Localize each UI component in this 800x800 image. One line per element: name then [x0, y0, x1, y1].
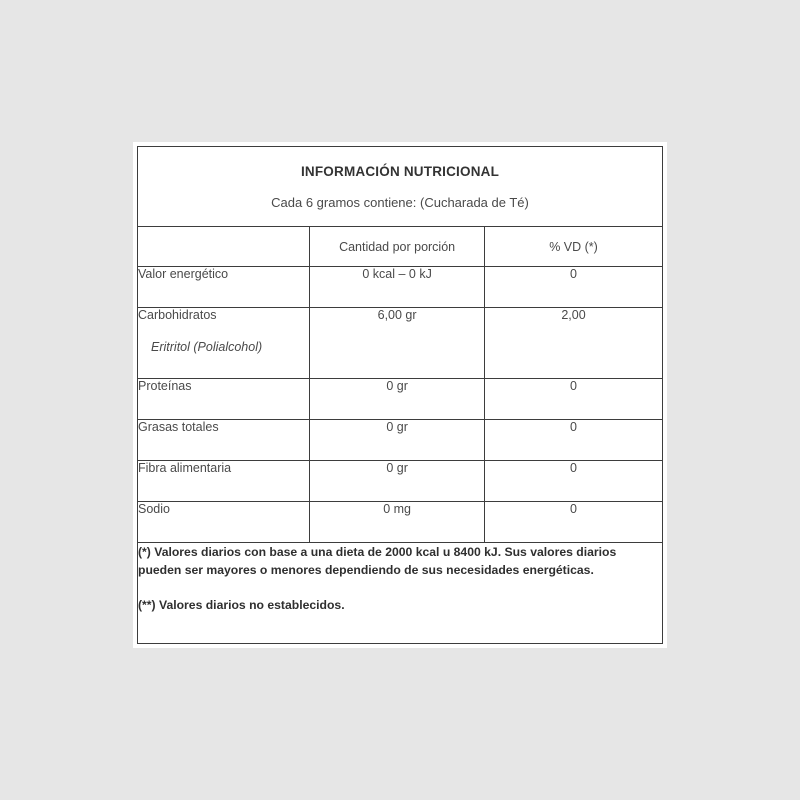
nutrient-daily-value: 0 — [485, 461, 663, 502]
nutrient-daily-value: 0 — [485, 502, 663, 543]
nutrient-label: Grasas totales — [138, 420, 310, 461]
nutrient-daily-value: 0 — [485, 267, 663, 308]
column-header-amount: Cantidad por porción — [310, 227, 485, 267]
nutrient-label: Sodio — [138, 502, 310, 543]
table-row — [138, 461, 663, 502]
nutrition-label-panel — [133, 142, 667, 648]
nutrient-label — [138, 308, 310, 379]
table-row — [138, 502, 663, 543]
nutrient-amount: 0 gr — [310, 420, 485, 461]
nutrient-daily-value: 2,00 — [485, 308, 663, 379]
nutrient-amount: 0 mg — [310, 502, 485, 543]
column-header-nutrient — [138, 227, 310, 267]
table-row — [138, 420, 663, 461]
nutrient-label-text: Carbohidratos — [138, 308, 217, 322]
footnote-daily-values: (*) Valores diarios con base a una dieta de 2000 kcal u 8400 kJ. Sus valores diarios pueden ser mayores o menores dependiendo de sus necesidades energéticas. — [138, 545, 617, 578]
label-header-band — [138, 147, 663, 227]
nutrient-label: Valor energético — [138, 267, 310, 308]
table-row — [138, 308, 663, 379]
table-column-header-row — [138, 227, 663, 267]
footnote-not-established: (**) Valores diarios no establecidos. — [138, 597, 345, 612]
nutrient-amount: 0 gr — [310, 461, 485, 502]
serving-size-text: Cada 6 gramos contiene: (Cucharada de Té) — [271, 194, 529, 210]
nutrient-label: Fibra alimentaria — [138, 461, 310, 502]
table-footnotes-row — [138, 543, 663, 644]
table-header-band-row — [138, 147, 663, 227]
column-header-daily-value: % VD (*) — [485, 227, 663, 267]
footnotes-container — [138, 543, 663, 644]
nutrient-label: Proteínas — [138, 379, 310, 420]
table-row — [138, 379, 663, 420]
nutrient-daily-value: 0 — [485, 379, 663, 420]
nutrition-facts-table — [137, 146, 663, 644]
nutrient-amount: 0 gr — [310, 379, 485, 420]
nutrient-sub-label: Eritritol (Polialcohol) — [151, 339, 263, 354]
nutrient-amount: 0 kcal – 0 kJ — [310, 267, 485, 308]
page-title: INFORMACIÓN NUTRICIONAL — [300, 163, 500, 179]
nutrient-amount: 6,00 gr — [310, 308, 485, 379]
table-row — [138, 267, 663, 308]
nutrient-daily-value: 0 — [485, 420, 663, 461]
